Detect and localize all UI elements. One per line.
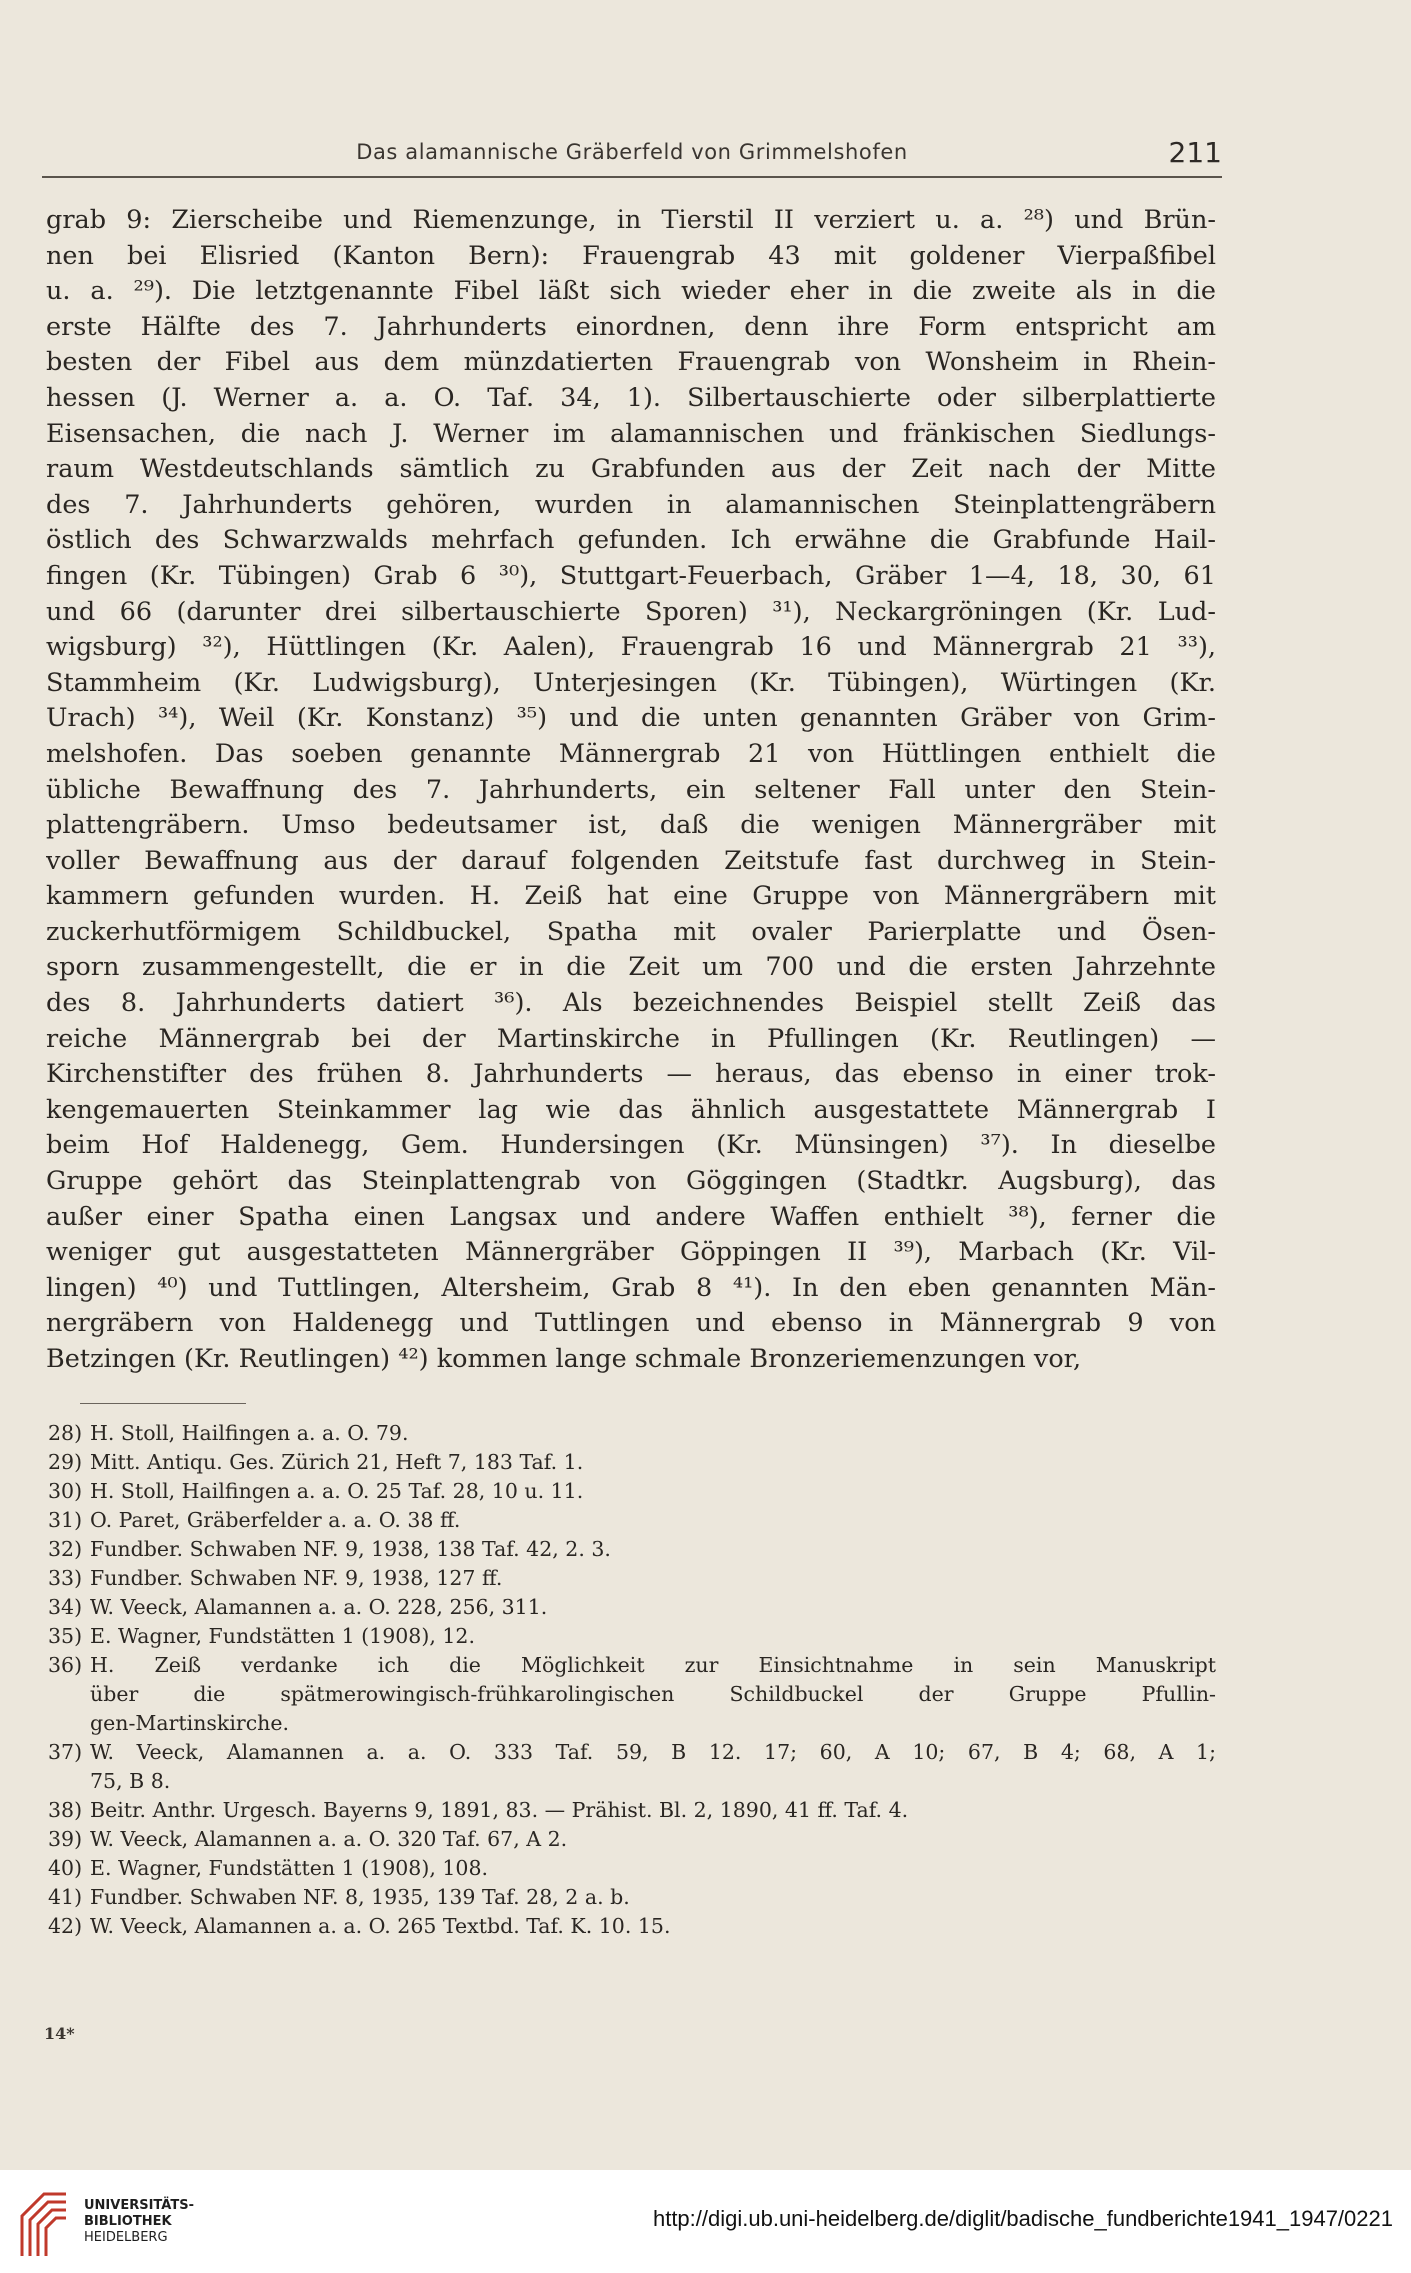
body-line: Eisensachen, die nach J. Werner im alamannischen und fränkischen Siedlungs- (46, 418, 1216, 449)
footnote (48, 1535, 1216, 1564)
body-line: u. a. ²⁹). Die letztgenannte Fibel läßt sich wieder eher in die zweite als in die (46, 276, 1216, 307)
footnote-text: H. Stoll, Hailfingen a. a. O. 79. (90, 1421, 409, 1445)
footnote-number: 35) (48, 1624, 83, 1648)
footnote-text: Mitt. Antiqu. Ges. Zürich 21, Heft 7, 183 Taf. 1. (90, 1450, 584, 1474)
footnote-text: E. Wagner, Fundstätten 1 (1908), 108. (90, 1856, 489, 1880)
footnote-number: 30) (48, 1479, 83, 1503)
body-line: reiche Männergrab bei der Martinskirche in Pfullingen (Kr. Reutlingen) — (46, 1023, 1216, 1054)
footnote (48, 1796, 1216, 1825)
body-line: nen bei Elisried (Kanton Bern): Frauengrab 43 mit goldener Vierpaßfibel (46, 240, 1216, 271)
body-line: übliche Bewaffnung des 7. Jahrhunderts, ein seltener Fall unter den Stein- (46, 774, 1216, 805)
footnote (48, 1738, 1216, 1796)
footnote-number: 29) (48, 1450, 83, 1474)
library-name-line-2: BIBLIOTHEK (84, 2214, 172, 2229)
footnote-number: 36) (48, 1653, 83, 1677)
ub-heidelberg-logo-icon[interactable] (14, 2186, 74, 2258)
footnote (48, 1825, 1216, 1854)
footnote-text: W. Veeck, Alamannen a. a. O. 265 Textbd. Taf. K. 10. 15. (90, 1914, 671, 1938)
footnote-number: 32) (48, 1537, 83, 1561)
body-line: melshofen. Das soeben genannte Männergrab 21 von Hüttlingen enthielt die (46, 738, 1216, 769)
footnote (48, 1506, 1216, 1535)
source-url-link[interactable]: http://digi.ub.uni-heidelberg.de/diglit/badische_fundberichte1941_1947/0221 (652, 2206, 1393, 2231)
footnote-number: 34) (48, 1595, 83, 1619)
footnote-text: H. Zeiß verdanke ich die Möglichkeit zur Einsichtnahme in sein Manuskript (90, 1653, 1216, 1677)
footnote (48, 1477, 1216, 1506)
footnote-text: E. Wagner, Fundstätten 1 (1908), 12. (90, 1624, 475, 1648)
footnote-number: 31) (48, 1508, 83, 1532)
footnote-number: 39) (48, 1827, 83, 1851)
running-head: Das alamannische Gräberfeld von Grimmelshofen (356, 140, 908, 164)
footnote-number: 28) (48, 1421, 83, 1445)
footnote-number: 41) (48, 1885, 83, 1909)
footnote-text: Fundber. Schwaben NF. 9, 1938, 138 Taf. 42, 2. 3. (90, 1537, 611, 1561)
footnote-number: 37) (48, 1740, 83, 1764)
body-line: Kirchenstifter des frühen 8. Jahrhunderts — heraus, das ebenso in einer trok- (46, 1059, 1216, 1090)
body-line: des 8. Jahrhunderts datiert ³⁶). Als bezeichnendes Beispiel stellt Zeiß das (46, 988, 1216, 1019)
library-name (84, 2198, 194, 2246)
body-line: grab 9: Zierscheibe und Riemenzunge, in Tierstil II verziert u. a. ²⁸) und Brün- (46, 205, 1216, 235)
body-line: kengemauerten Steinkammer lag wie das ähnlich ausgestattete Männergrab I (46, 1094, 1216, 1125)
footnote-text: H. Stoll, Hailfingen a. a. O. 25 Taf. 28, 10 u. 11. (90, 1479, 584, 1503)
body-line: östlich des Schwarzwalds mehrfach gefunden. Ich erwähne die Grabfunde Hail- (46, 525, 1216, 556)
body-line: Betzingen (Kr. Reutlingen) ⁴²) kommen lange schmale Bronzeriemenzungen vor, (46, 1344, 1082, 1374)
library-name-line-1: UNIVERSITÄTS- (84, 2198, 194, 2213)
footnote-text: über die spätmerowingisch-frühkarolingischen Schildbuckel der Gruppe Pfullin- (90, 1682, 1216, 1706)
body-line: beim Hof Haldenegg, Gem. Hundersingen (Kr. Münsingen) ³⁷). In dieselbe (46, 1130, 1216, 1161)
page-number: 211 (1168, 136, 1222, 169)
page-header (42, 136, 1222, 178)
footnote-number: 40) (48, 1856, 83, 1880)
footnote-text: Fundber. Schwaben NF. 9, 1938, 127 ff. (90, 1566, 503, 1590)
footnote (48, 1651, 1216, 1738)
footnote-text: Fundber. Schwaben NF. 8, 1935, 139 Taf. 28, 2 a. b. (90, 1885, 630, 1909)
footnote-number: 38) (48, 1798, 83, 1822)
body-line: lingen) ⁴⁰) und Tuttlingen, Altersheim, Grab 8 ⁴¹). In den eben genannten Män- (46, 1272, 1216, 1303)
footnote-text: gen-Martinskirche. (90, 1711, 290, 1735)
body-line: fingen (Kr. Tübingen) Grab 6 ³⁰), Stuttgart-Feuerbach, Gräber 1—4, 18, 30, 61 (46, 560, 1216, 591)
footnote-text: O. Paret, Gräberfelder a. a. O. 38 ff. (90, 1508, 461, 1532)
body-line: besten der Fibel aus dem münzdatierten Frauengrab von Wonsheim in Rhein- (46, 347, 1216, 378)
body-line: wigsburg) ³²), Hüttlingen (Kr. Aalen), Frauengrab 16 und Männergrab 21 ³³), (46, 632, 1216, 663)
footnote-text: Beitr. Anthr. Urgesch. Bayerns 9, 1891, 83. — Prähist. Bl. 2, 1890, 41 ff. Taf. 4. (90, 1798, 909, 1822)
footnote (48, 1564, 1216, 1593)
body-line: des 7. Jahrhunderts gehören, wurden in alamannischen Steinplattengräbern (46, 489, 1216, 520)
library-name-line-3: HEIDELBERG (84, 2230, 168, 2245)
body-line: außer einer Spatha einen Langsax und andere Waffen enthielt ³⁸), ferner die (46, 1201, 1216, 1232)
footnote-text: 75, B 8. (90, 1769, 171, 1793)
footnote-text: W. Veeck, Alamannen a. a. O. 333 Taf. 59, B 12. 17; 60, A 10; 67, B 4; 68, A 1; (90, 1740, 1216, 1764)
footnote (48, 1419, 1216, 1448)
footnote-text: W. Veeck, Alamannen a. a. O. 228, 256, 311. (90, 1595, 548, 1619)
body-line: plattengräbern. Umso bedeutsamer ist, daß die wenigen Männergräber mit (46, 810, 1216, 841)
footnote-number: 33) (48, 1566, 83, 1590)
body-line: sporn zusammengestellt, die er in die Zeit um 700 und die ersten Jahrzehnte (46, 952, 1216, 983)
body-line: erste Hälfte des 7. Jahrhunderts einordnen, denn ihre Form entspricht am (46, 311, 1216, 342)
printer-signature: 14* (44, 2024, 75, 2043)
body-line: kammern gefunden wurden. H. Zeiß hat eine Gruppe von Männergräbern mit (46, 881, 1216, 912)
footnote (48, 1912, 1216, 1941)
footnote (48, 1622, 1216, 1651)
body-text (46, 203, 1216, 1378)
footnotes (48, 1419, 1216, 1941)
footnote-divider (80, 1403, 246, 1404)
footnote (48, 1883, 1216, 1912)
digitization-footer (0, 2170, 1411, 2273)
body-line: Stammheim (Kr. Ludwigsburg), Unterjesingen (Kr. Tübingen), Würtingen (Kr. (46, 667, 1216, 698)
body-line: nergräbern von Haldenegg und Tuttlingen und ebenso in Männergrab 9 von (46, 1308, 1216, 1339)
body-line: raum Westdeutschlands sämtlich zu Grabfunden aus der Zeit nach der Mitte (46, 454, 1216, 485)
body-line: Urach) ³⁴), Weil (Kr. Konstanz) ³⁵) und die unten genannten Gräber von Grim- (46, 703, 1216, 734)
footnote-number: 42) (48, 1914, 83, 1938)
footnote (48, 1448, 1216, 1477)
body-line: weniger gut ausgestatteten Männergräber Göppingen II ³⁹), Marbach (Kr. Vil- (46, 1237, 1216, 1268)
body-line: zuckerhutförmigem Schildbuckel, Spatha mit ovaler Parierplatte und Ösen- (46, 916, 1216, 947)
body-line: und 66 (darunter drei silbertauschierte Sporen) ³¹), Neckargröningen (Kr. Lud- (46, 596, 1216, 627)
footnote-text: W. Veeck, Alamannen a. a. O. 320 Taf. 67, A 2. (90, 1827, 568, 1851)
footnote (48, 1854, 1216, 1883)
body-line: Gruppe gehört das Steinplattengrab von Göggingen (Stadtkr. Augsburg), das (46, 1166, 1216, 1197)
body-line: hessen (J. Werner a. a. O. Taf. 34, 1). Silbertauschierte oder silberplattierte (46, 382, 1216, 413)
footnote (48, 1593, 1216, 1622)
body-line: voller Bewaffnung aus der darauf folgenden Zeitstufe fast durchweg in Stein- (46, 845, 1216, 876)
